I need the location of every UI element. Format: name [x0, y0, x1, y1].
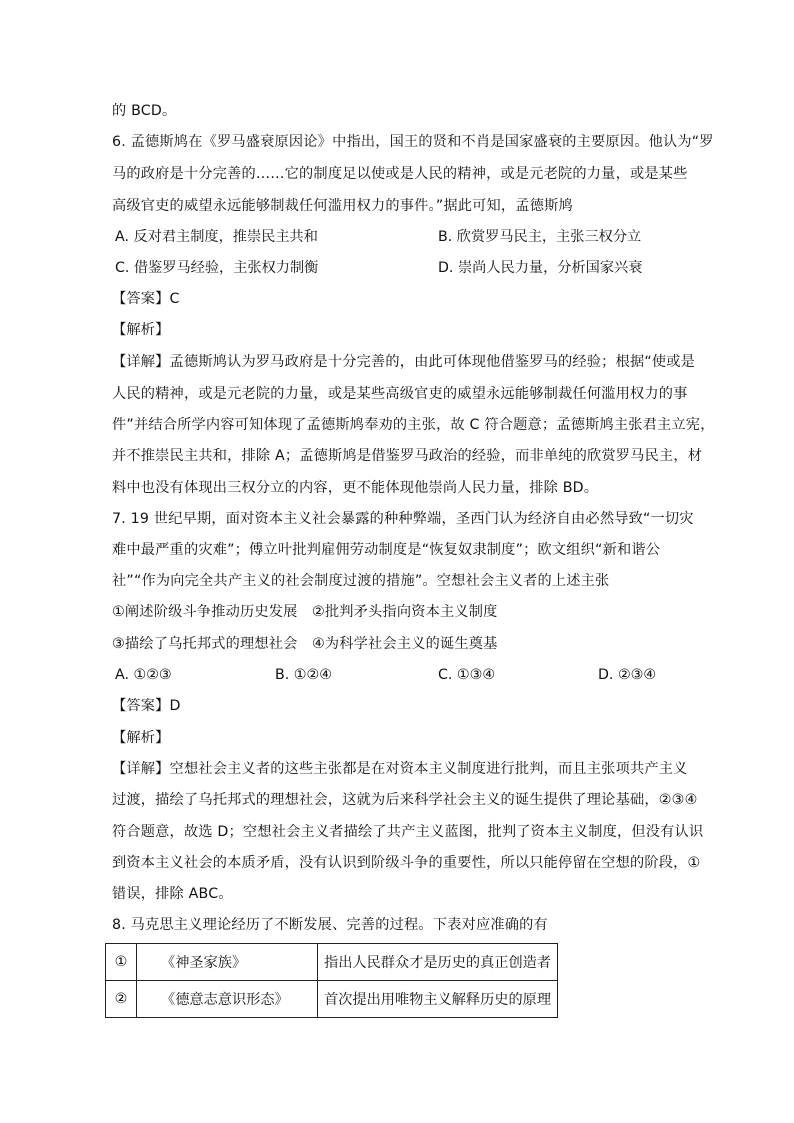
question-7-stem: 难中最严重的灾难”；傅立叶批判雇佣劳动制度是“恢复奴隶制度”；欧文组织“新和谐公 [112, 542, 661, 558]
q6-answer: 【答案】C [112, 291, 180, 307]
q8-table [105, 943, 558, 1018]
question-8-stem: 8. 马克思主义理论经历了不断发展、完善的过程。下表对应准确的有 [112, 917, 548, 933]
q6-option-a: A. 反对君主制度，推崇民主共和 [115, 229, 318, 245]
q6-explanation: 人民的精神，或是元老院的力量，或是某些高级官吏的威望永远能够制裁任何滥用权力的事 [112, 386, 688, 402]
q7-explanation: 到资本主义社会的本质矛盾，没有认识到阶级斗争的重要性，所以只能停留在空想的阶段，① [112, 855, 701, 871]
table-row [106, 944, 558, 981]
table-cell-description: 指出人民群众才是历史的真正创造者 [318, 944, 558, 981]
q6-explanation: 【详解】孟德斯鸠认为罗马政府是十分完善的，由此可体现他借鉴罗马的经验；根据“使或是 [112, 354, 696, 370]
q7-explanation: 【详解】空想社会主义者的这些主张都是在对资本主义制度进行批判，而且主张项共产主义 [112, 761, 688, 777]
q7-statements: ①阐述阶级斗争推动历史发展 ②批判矛头指向资本主义制度 [112, 604, 498, 620]
q7-explanation: 过渡，描绘了乌托邦式的理想社会，这就为后来科学社会主义的诞生提供了理论基础，②③④ [112, 792, 698, 808]
table-cell-description: 首次提出用唯物主义解释历史的原理 [318, 981, 558, 1018]
q6-analysis-label: 【解析】 [112, 322, 170, 338]
q7-option-c: C. ①③④ [438, 667, 496, 683]
q7-explanation: 错误，排除 ABC。 [112, 886, 233, 902]
table-row [106, 981, 558, 1018]
q7-answer: 【答案】D [112, 698, 181, 714]
question-7-stem: 社”“作为向完全共产主义的社会制度过渡的措施”。空想社会主义者的上述主张 [112, 573, 610, 589]
q6-explanation: 料中也没有体现出三权分立的内容，更不能体现他崇尚人民力量，排除 BD。 [112, 480, 599, 496]
q7-option-a: A. ①②③ [115, 667, 172, 683]
table-cell-number: ① [106, 944, 137, 981]
q6-explanation: 并不推崇民主共和，排除 A；孟德斯鸠是借鉴罗马政治的经验，而非单纯的欣赏罗马民主，材 [112, 448, 703, 464]
q6-option-c: C. 借鉴罗马经验，主张权力制衡 [115, 260, 319, 276]
question-7-stem: 7. 19 世纪早期，面对资本主义社会暴露的种种弊端，圣西门认为经济自由必然导致“一切灾 [112, 511, 694, 527]
question-6-stem: 马的政府是十分完善的……它的制度足以使或是人民的精神，或是元老院的力量，或是某些 [112, 166, 688, 182]
table-cell-number: ② [106, 981, 137, 1018]
q7-explanation: 符合题意，故选 D；空想社会主义者描绘了共产主义蓝图，批判了资本主义制度，但没有认识 [112, 824, 704, 840]
q7-option-d: D. ②③④ [598, 667, 657, 683]
q6-explanation: 件”并结合所学内容可知体现了孟德斯鸠奉劝的主张，故 C 符合题意；孟德斯鸠主张君主立宪， [112, 417, 715, 433]
table-cell-book: 《德意志意识形态》 [137, 981, 318, 1018]
table-cell-book: 《神圣家族》 [137, 944, 318, 981]
q6-option-d: D. 崇尚人民力量，分析国家兴衰 [438, 260, 643, 276]
text-line: 的 BCD。 [112, 103, 177, 119]
q7-option-b: B. ①②④ [275, 667, 332, 683]
question-6-stem: 6. 孟德斯鸠在《罗马盛衰原因论》中指出，国王的贤和不肖是国家盛衰的主要原因。他认为“罗 [112, 134, 714, 150]
q6-option-b: B. 欣赏罗马民主，主张三权分立 [438, 229, 642, 245]
question-6-stem: 高级官吏的威望永远能够制裁任何滥用权力的事件。”据此可知，孟德斯鸠 [112, 198, 573, 214]
q7-analysis-label: 【解析】 [112, 730, 170, 746]
q7-statements: ③描绘了乌托邦式的理想社会 ④为科学社会主义的诞生奠基 [112, 636, 498, 652]
